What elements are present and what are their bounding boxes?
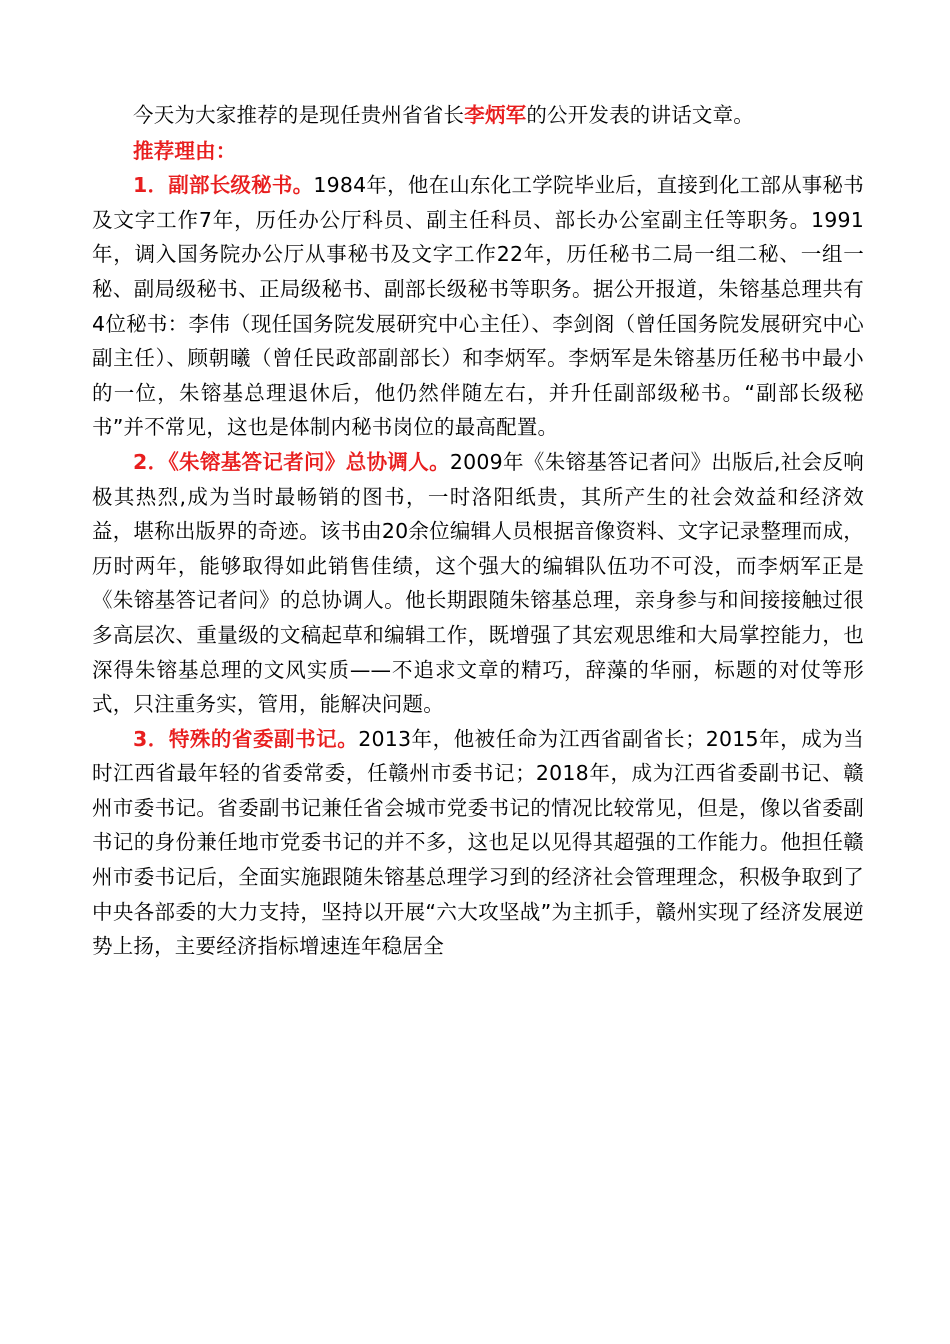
highlighted-name: 李炳军 <box>464 103 527 127</box>
intro-paragraph <box>92 98 864 133</box>
document-page <box>92 98 864 964</box>
section-1-body: 1984年，他在山东化工学院毕业后，直接到化工部从事秘书及文字工作7年，历任办公厅科员、副主任科员、部长办公室副主任等职务。1991年，调入国务院办公厅从事秘书及文字工作22年，历任秘书二局一组二秘、一组一秘、副局级秘书、正局级秘书、副部长级秘书等职务。据公开报道，朱镕基总理共有4位秘书：李伟（现任国务院发展研究中心主任）、李剑阁（曾任国务院发展研究中心副主任）、顾朝曦（曾任民政部副部长）和李炳军。李炳军是朱镕基历任秘书中最小的一位，朱镕基总理退休后，他仍然伴随左右，并升任副部级秘书。“副部长级秘书”并不常见，这也是体制内秘书岗位的最高配置。 <box>92 173 864 440</box>
reasons-heading-paragraph <box>92 134 864 169</box>
intro-text-after: 的公开发表的讲话文章。 <box>526 103 755 127</box>
section-1-title: 1．副部长级秘书。 <box>133 173 314 198</box>
reasons-heading: 推荐理由： <box>133 138 237 163</box>
section-2-paragraph <box>92 445 864 722</box>
section-2-title: 2．《朱镕基答记者问》总协调人。 <box>133 449 450 474</box>
section-3-title: 3．特殊的省委副书记。 <box>133 726 359 751</box>
section-1-paragraph <box>92 168 864 445</box>
section-3-body: 2013年，他被任命为江西省副省长；2015年，成为当时江西省最年轻的省委常委，任赣州市委书记；2018年，成为江西省委副书记、赣州市委书记。省委副书记兼任省会城市党委书记的情况比较常见，但是，像以省委副书记的身份兼任地市党委书记的并不多，这也足以见得其超强的工作能力。他担任赣州市委书记后，全面实施跟随朱镕基总理学习到的经济社会管理理念，积极争取到了中央各部委的大力支持，坚持以开展“六大攻坚战”为主抓手，赣州实现了经济发展逆势上扬，主要经济指标增速连年稳居全 <box>92 726 864 959</box>
intro-text-before: 今天为大家推荐的是现任贵州省省长 <box>133 103 465 127</box>
section-2-body: 2009年《朱镕基答记者问》出版后,社会反响极其热烈,成为当时最畅销的图书，一时洛阳纸贵，其所产生的社会效益和经济效益，堪称出版界的奇迹。该书由20余位编辑人员根据音像资料、文字记录整理而成，历时两年，能够取得如此销售佳绩，这个强大的编辑队伍功不可没，而李炳军正是《朱镕基答记者问》的总协调人。他长期跟随朱镕基总理，亲身参与和间接接触过很多高层次、重量级的文稿起草和编辑工作，既增强了其宏观思维和大局掌控能力，也深得朱镕基总理的文风实质——不追求文章的精巧，辞藻的华丽，标题的对仗等形式，只注重务实，管用，能解决问题。 <box>92 449 864 717</box>
section-3-paragraph <box>92 722 864 964</box>
